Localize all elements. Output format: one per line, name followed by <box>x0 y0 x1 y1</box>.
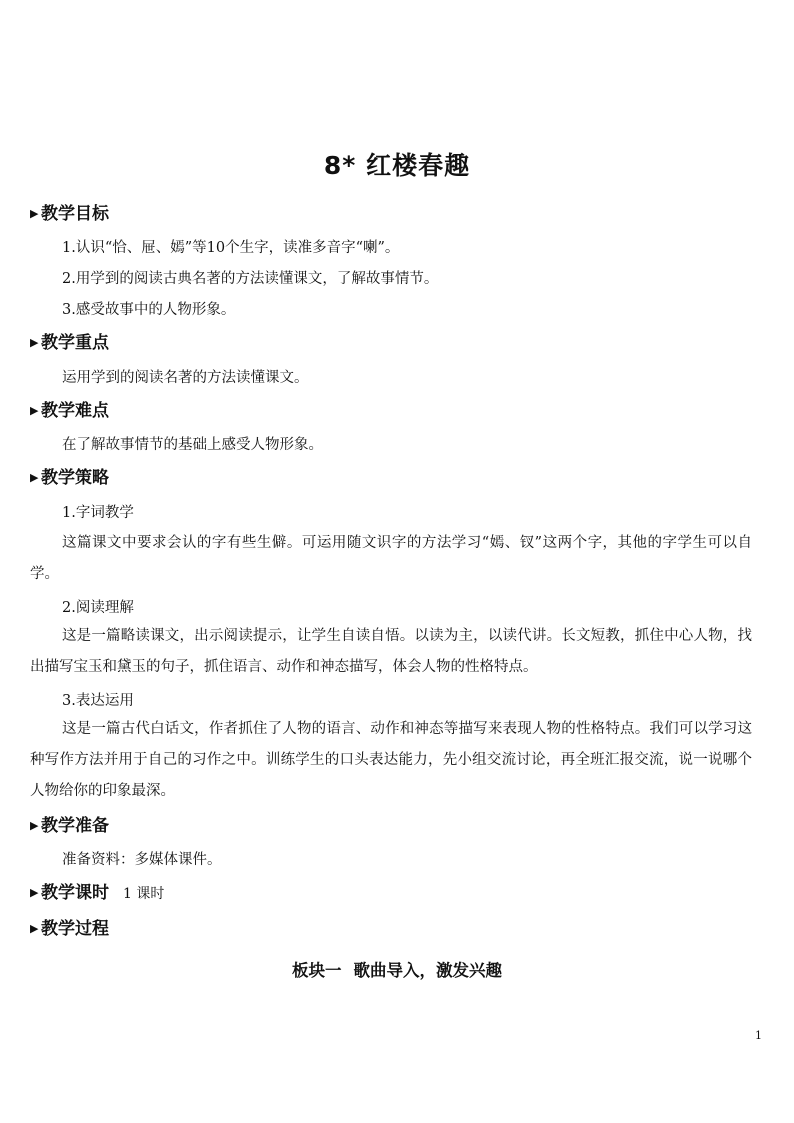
objective-item-2: 2.用学到的阅读古典名著的方法读懂课文，了解故事情节。 <box>62 271 439 287</box>
triangle-bullet-icon: ▶ <box>30 819 39 832</box>
objective-item-3: 3.感受故事中的人物形象。 <box>62 302 236 318</box>
triangle-bullet-icon: ▶ <box>30 404 39 417</box>
strategy-2-text: 这是一篇略读课文，出示阅读提示，让学生自读自悟。以读为主，以读代讲。长文短教，抓住中心人物，找出描写宝玉和黛玉的句子，抓住语言、动作和神态描写，体会人物的性格特点。 <box>30 628 752 675</box>
triangle-bullet-icon: ▶ <box>30 336 39 349</box>
section-heading-strategies: ▶ 教学策略 <box>30 468 109 488</box>
difficulties-text: 在了解故事情节的基础上感受人物形象。 <box>62 437 323 453</box>
strategy-3-text: 这是一篇古代白话文，作者抓住了人物的语言、动作和神态等描写来表现人物的性格特点。我们可以学习这种写作方法并用于自己的习作之中。训练学生的口头表达能力，先小组交流讨论，再全班汇报交流，说一说哪个人物给你的印象最深。 <box>30 721 752 799</box>
page-title: 8* 红楼春趣 <box>323 151 471 180</box>
section-heading-process: ▶ 教学过程 <box>30 919 109 939</box>
section-heading-hours: ▶ 教学课时 1 课时 <box>30 883 165 903</box>
block-1-label: 板块一 <box>292 961 342 980</box>
strategy-2-title: 2.阅读理解 <box>62 600 134 616</box>
preparation-text: 准备资料：多媒体课件。 <box>62 852 222 868</box>
section-heading-preparation: ▶ 教学准备 <box>30 816 109 836</box>
section-heading-key-points: ▶ 教学重点 <box>30 333 109 353</box>
section-heading-objectives: ▶ 教学目标 <box>30 204 109 224</box>
block-1-heading <box>0 957 794 981</box>
triangle-bullet-icon: ▶ <box>30 207 39 220</box>
objective-item-1: 1.认识“恰、屉、嫣”等10个生字，读准多音字“喇”。 <box>62 240 400 256</box>
block-1-title: 歌曲导入，激发兴趣 <box>353 961 502 980</box>
strategy-1-title: 1.字词教学 <box>62 505 134 521</box>
page-number: 1 <box>755 1029 762 1042</box>
triangle-bullet-icon: ▶ <box>30 922 39 935</box>
triangle-bullet-icon: ▶ <box>30 886 39 899</box>
hours-value: 1 课时 <box>123 886 165 902</box>
key-points-text: 运用学到的阅读名著的方法读懂课文。 <box>62 370 309 386</box>
strategy-1-text: 这篇课文中要求会认的字有些生僻。可运用随文识字的方法学习“嫣、钗”这两个字，其他的字学生可以自学。 <box>30 535 752 582</box>
section-heading-difficulties: ▶ 教学难点 <box>30 401 109 421</box>
strategy-3-title: 3.表达运用 <box>62 693 134 709</box>
triangle-bullet-icon: ▶ <box>30 471 39 484</box>
